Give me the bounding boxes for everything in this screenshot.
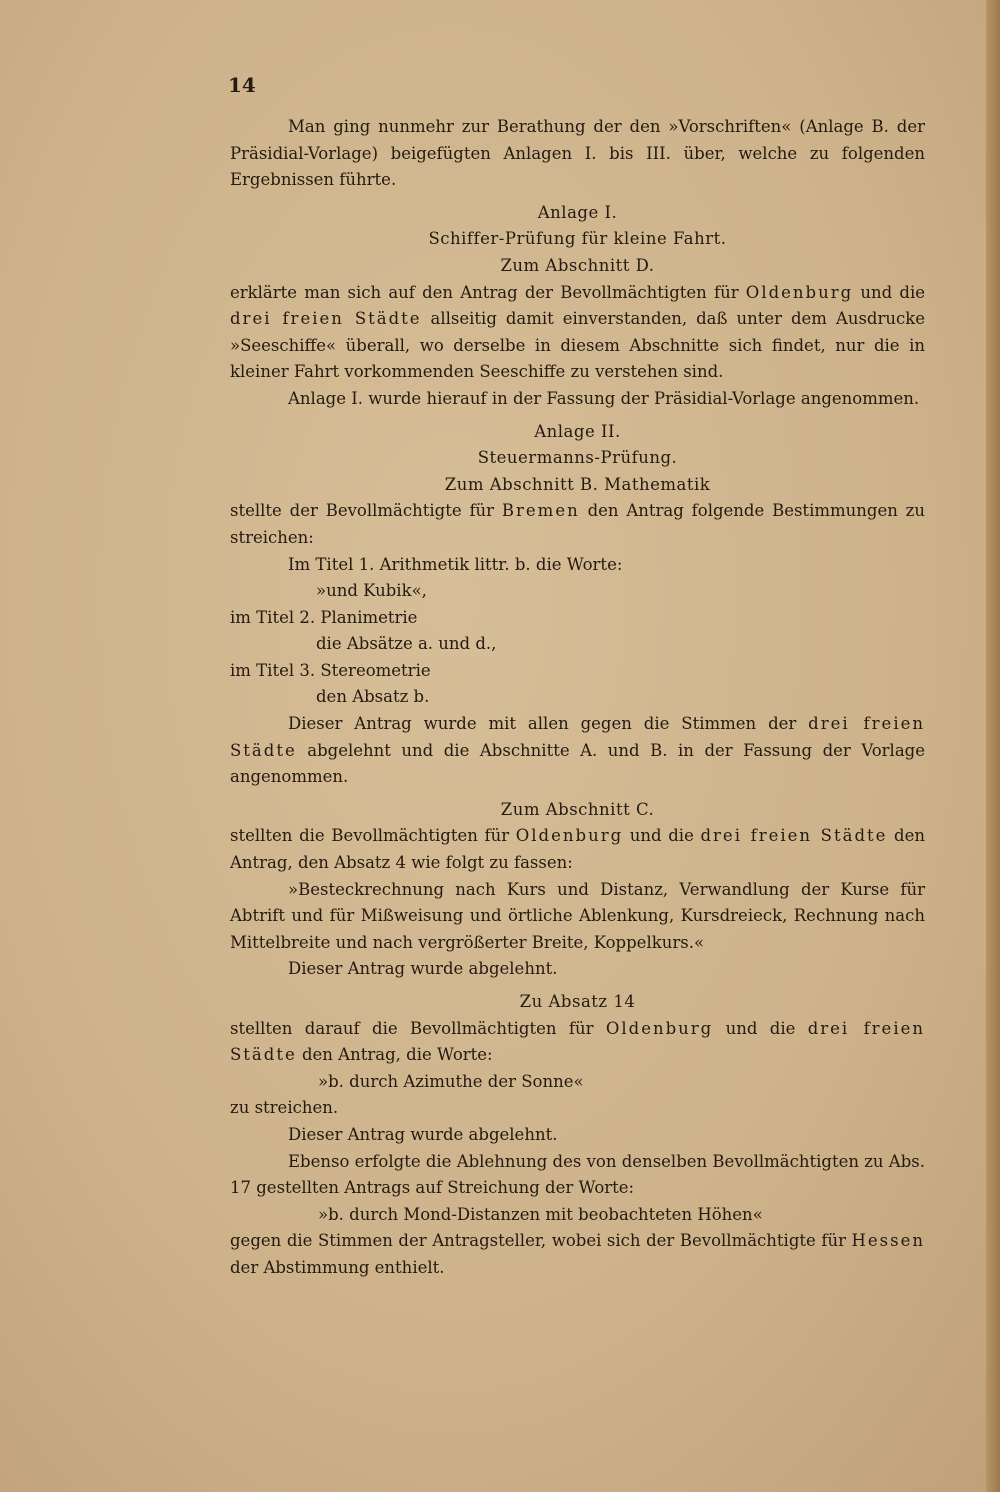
paragraph-abschnitt-c: stellten die Bevollmächtigten für Oldenburg und die drei freien Städte den Antrag, den Absatz 4 wie folgt zu fassen: xyxy=(230,826,925,873)
list-line-und-kubik: »und Kubik«, xyxy=(316,581,427,601)
heading-anlage-1: Anlage I. xyxy=(537,202,618,222)
line-zu-streichen: zu streichen. xyxy=(230,1098,339,1118)
heading-anlage-2: Anlage II. xyxy=(534,421,621,441)
paragraph-antrag-abgelehnt: Dieser Antrag wurde mit allen gegen die Stimmen der drei freien Städte abgelehnt und die Abschnitte A. und B. in der Fassung der Vorlage angenommen. xyxy=(230,714,925,787)
quote-besteckrechnung: »Besteckrechnung nach Kurs und Distanz, Verwandlung der Kurse für Abtrift und für Mißweisung und örtliche Ablenkung, Kursdreieck, Rechnung nach Mittelbreite und nach vergrößerter Breite, Koppelkurs.« xyxy=(230,879,925,952)
body-text xyxy=(230,114,925,1282)
heading-abschnitt-d: Zum Abschnitt D. xyxy=(500,255,655,275)
page-edge xyxy=(986,0,1000,1492)
paragraph-absatz-14: stellten darauf die Bevollmächtigten für Oldenburg und die drei freien Städte den Antrag, die Worte: xyxy=(230,1018,925,1065)
list-line-absatz-b: den Absatz b. xyxy=(316,687,430,707)
intro-paragraph: Man ging nunmehr zur Berathung der den »Vorschriften« (Anlage B. der Präsidial-Vorlage) beigefügten Anlagen I. bis III. über, welche zu folgenden Ergebnissen führte. xyxy=(230,117,925,190)
heading-absatz-14: Zu Absatz 14 xyxy=(519,992,636,1011)
list-line-titel-2: im Titel 2. Planimetrie xyxy=(230,607,418,627)
quote-azimuthe: »b. durch Azimuthe der Sonne« xyxy=(318,1071,584,1091)
subheading-steuermanns-pruefung: Steuermanns-Prüfung. xyxy=(477,448,678,468)
paragraph-final: gegen die Stimmen der Antragsteller, wobei sich der Bevollmächtigte für Hessen der Abstimmung enthielt. xyxy=(230,1231,925,1277)
list-line-absaetze: die Absätze a. und d., xyxy=(316,634,497,654)
list-line-titel-3: im Titel 3. Stereometrie xyxy=(230,660,431,680)
quote-mond-distanzen: »b. durch Mond-Distanzen mit beobachteten Höhen« xyxy=(318,1204,763,1224)
paragraph-abgelehnt-2: Dieser Antrag wurde abgelehnt. xyxy=(288,1124,558,1144)
subheading-schiffer-pruefung: Schiffer-Prüfung für kleine Fahrt. xyxy=(428,229,727,249)
list-line-titel-1: Im Titel 1. Arithmetik littr. b. die Worte: xyxy=(288,554,623,574)
paragraph-abgelehnt-1: Dieser Antrag wurde abgelehnt. xyxy=(288,959,558,979)
paragraph-ebenso: Ebenso erfolgte die Ablehnung des von denselben Bevollmächtigten zu Abs. 17 gestellten Antrags auf Streichung der Worte: xyxy=(230,1151,925,1198)
heading-abschnitt-c: Zum Abschnitt C. xyxy=(500,799,655,819)
paragraph-abschnitt-d: erklärte man sich auf den Antrag der Bevollmächtigten für Oldenburg und die drei freien Städte allseitig damit einverstanden, daß unter dem Ausdrucke »Seeschiffe« überall, wo derselbe in diesem Abschnitte sich findet, nur die in kleiner Fahrt vorkommenden Seeschiffe zu verstehen sind. xyxy=(230,282,925,382)
heading-abschnitt-b: Zum Abschnitt B. Mathematik xyxy=(444,474,711,494)
page-number: 14 xyxy=(228,73,256,97)
paragraph-abschnitt-b: stellte der Bevollmächtigte für Bremen den Antrag folgende Bestimmungen zu streichen: xyxy=(230,501,925,547)
paragraph-anlage-1-accepted: Anlage I. wurde hierauf in der Fassung der Präsidial-Vorlage angenommen. xyxy=(288,388,920,408)
